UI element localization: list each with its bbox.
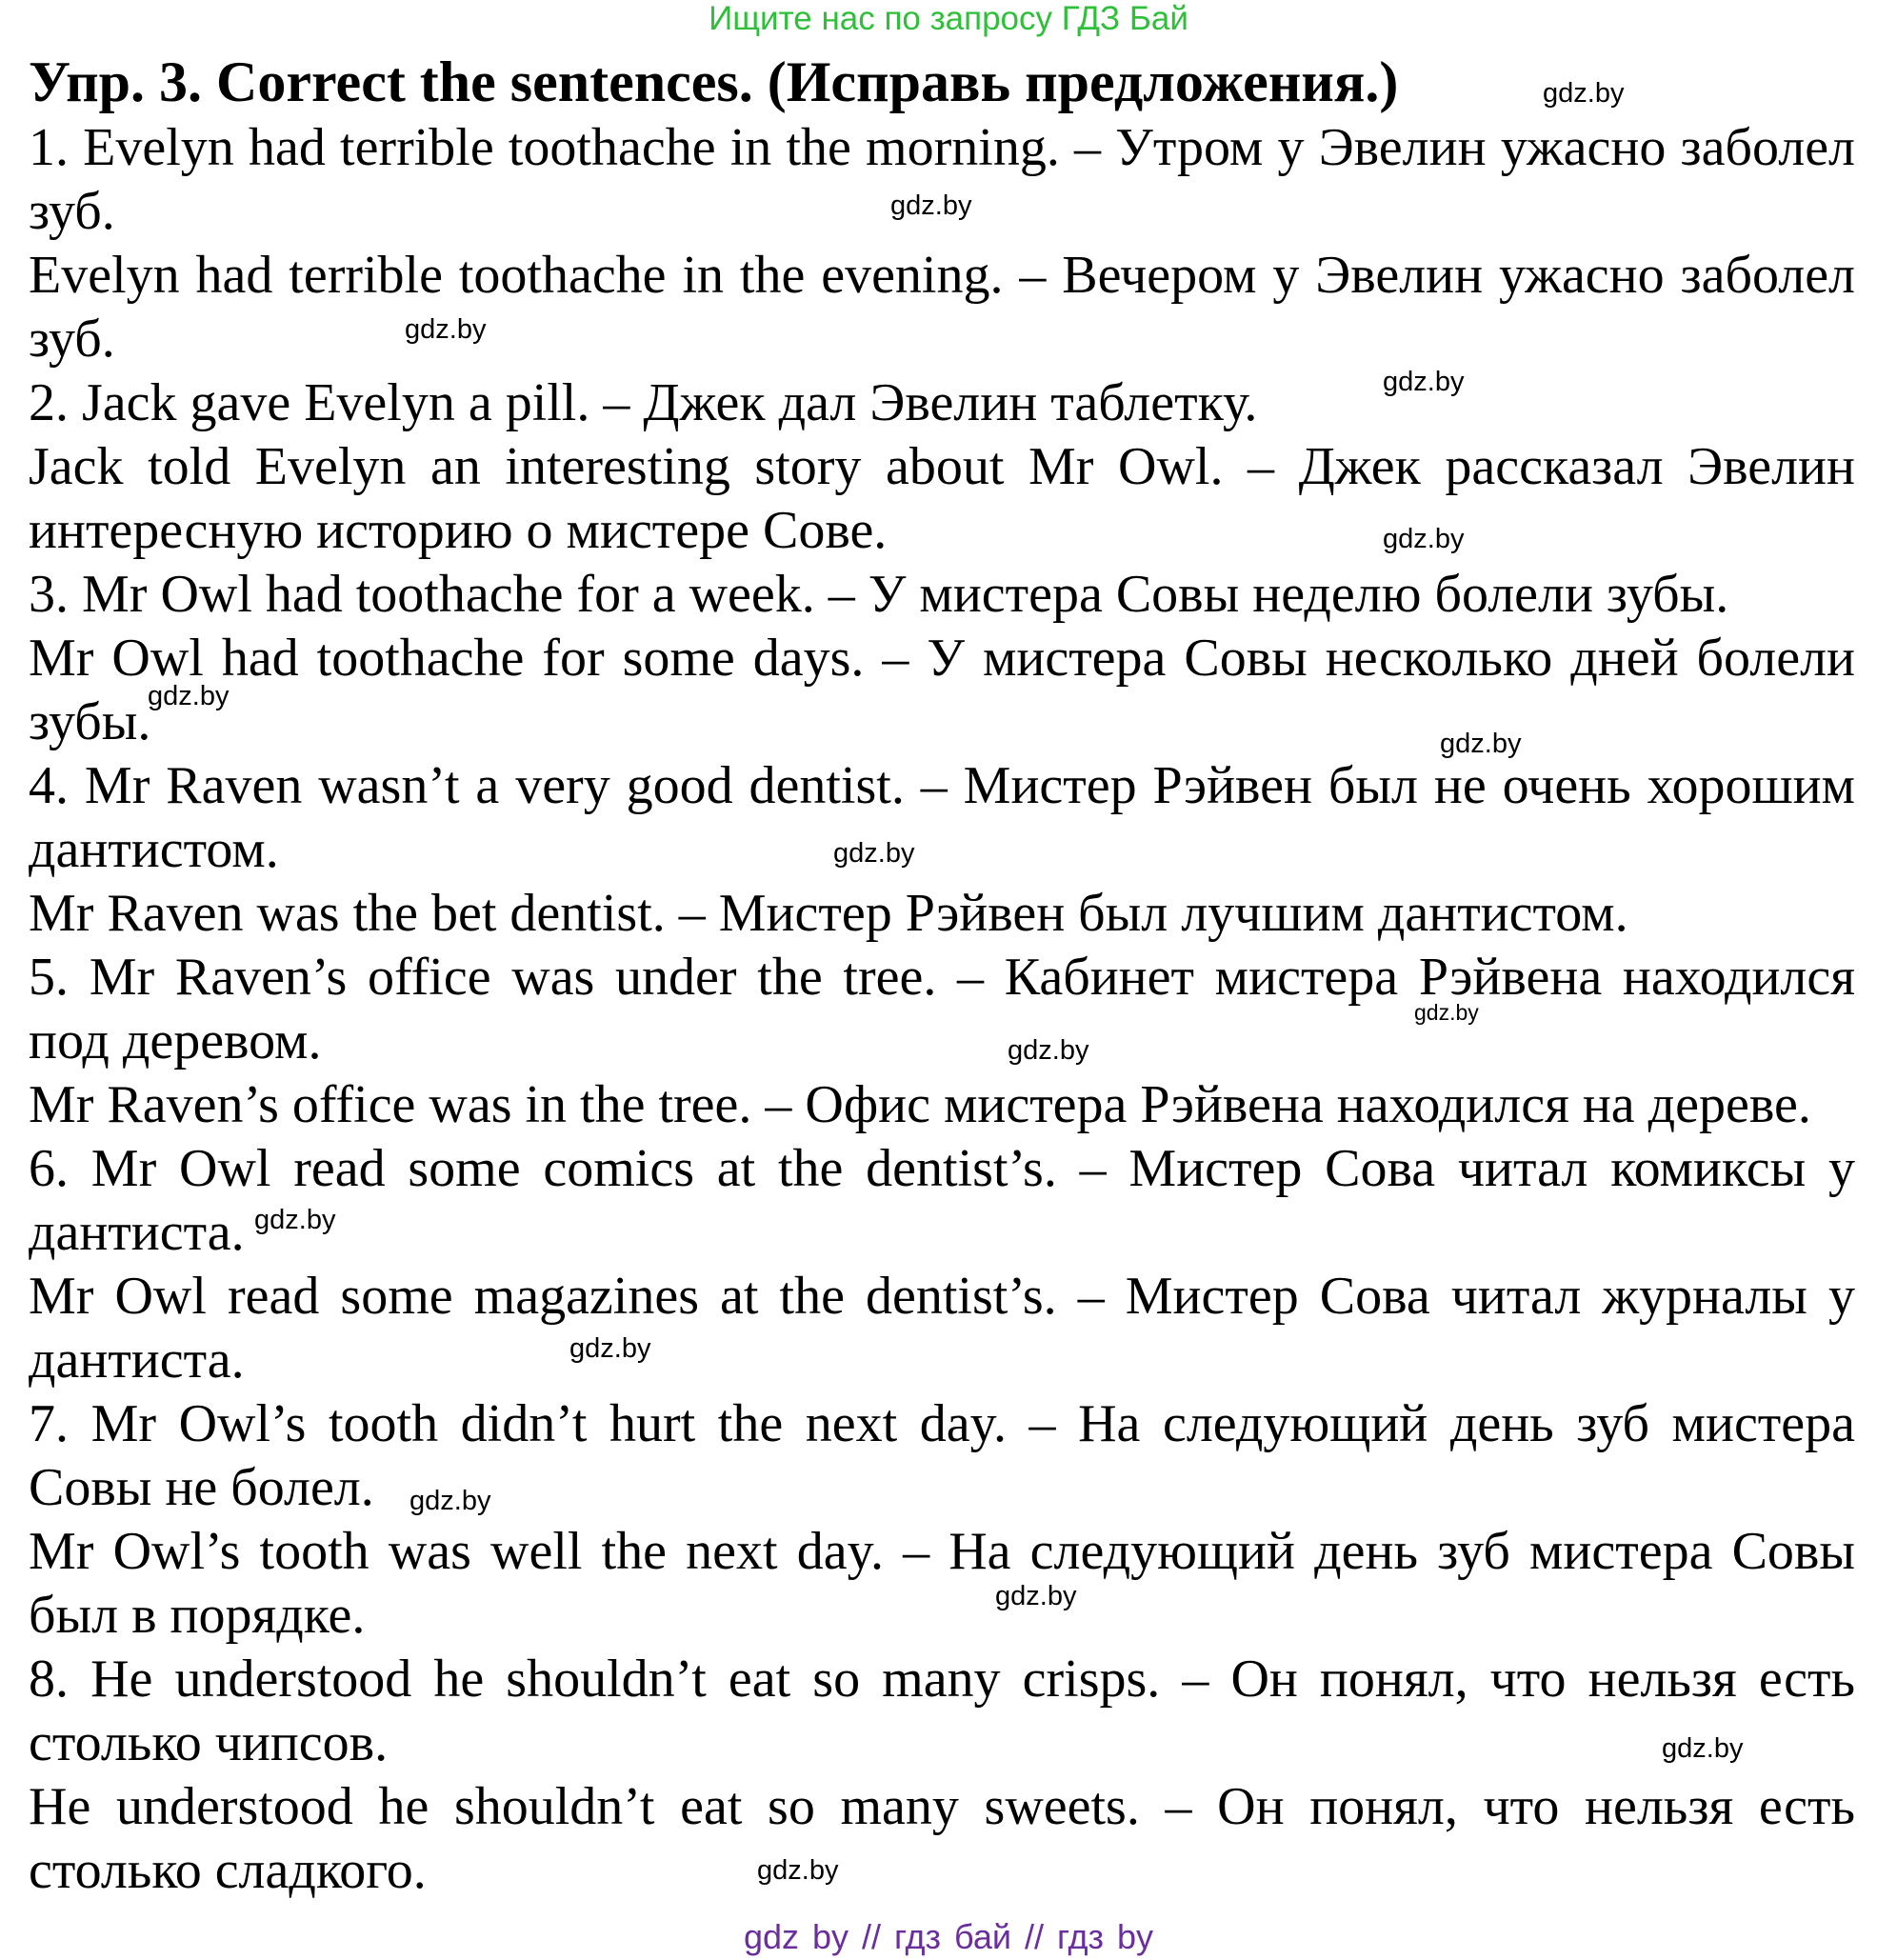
paragraph-14: Mr Owl’s tooth was well the next day. – На следующий день зуб мистера Совы был в порядке. — [29, 1522, 1855, 1645]
watermark: gdz.by — [890, 190, 972, 221]
watermark: gdz.by — [757, 1855, 839, 1886]
exercise-title: Упр. 3. Correct the sentences. (Исправь предложения.) — [29, 50, 1399, 113]
watermark: gdz.by — [1383, 524, 1465, 554]
top-banner: Ищите нас по запросу ГДЗ Бай — [709, 0, 1188, 37]
paragraph-1: 1. Evelyn had terrible toothache in the morning. – Утром у Эвелин ужасно заболел зуб. — [29, 118, 1855, 241]
watermark: gdz.by — [1662, 1733, 1744, 1764]
watermark: gdz.by — [1543, 78, 1625, 109]
watermark: gdz.by — [148, 681, 230, 711]
paragraph-13: 7. Mr Owl’s tooth didn’t hurt the next day. – На следующий день зуб мистера Совы не болел. — [29, 1394, 1855, 1517]
paragraph-6: Mr Owl had toothache for some days. – У мистера Совы несколько дней болели зубы. — [29, 629, 1855, 751]
paragraph-11: 6. Mr Owl read some comics at the dentist’s. – Мистер Сова читал комиксы у дантиста. — [29, 1139, 1855, 1262]
watermark: gdz.by — [1440, 729, 1522, 759]
paragraph-7: 4. Mr Raven wasn’t a very good dentist. – Мистер Рэйвен был не очень хорошим дантистом. — [29, 756, 1855, 879]
watermark: gdz.by — [409, 1486, 491, 1516]
paragraph-9: 5. Mr Raven’s office was under the tree. – Кабинет мистера Рэйвена находился под деревом. — [29, 948, 1855, 1070]
watermark: gdz.by — [254, 1205, 336, 1235]
paragraph-2: Evelyn had terrible toothache in the evening. – Вечером у Эвелин ужасно заболел зуб. — [29, 246, 1855, 369]
watermark: gdz.by — [1414, 1000, 1479, 1025]
watermark: gdz.by — [833, 838, 915, 869]
paragraph-8: Mr Raven was the bet dentist. – Мистер Рэйвен был лучшим дантистом. — [29, 884, 1628, 943]
paragraph-15: 8. He understood he shouldn’t eat so many crisps. – Он понял, что нельзя есть столько чипсов. — [29, 1650, 1855, 1772]
paragraph-4: Jack told Evelyn an interesting story about Mr Owl. – Джек рассказал Эвелин интересную историю о мистере Сове. — [29, 437, 1855, 560]
watermark: gdz.by — [569, 1333, 651, 1364]
document-body — [29, 48, 1855, 1903]
paragraph-12: Mr Owl read some magazines at the dentist’s. – Мистер Сова читал журналы у дантиста. — [29, 1267, 1855, 1390]
footer-links: gdz by // гдз бай // гдз by — [743, 1917, 1154, 1956]
watermark: gdz.by — [1383, 367, 1465, 397]
watermark: gdz.by — [405, 314, 487, 345]
watermark: gdz.by — [995, 1581, 1077, 1611]
watermark: gdz.by — [1008, 1035, 1089, 1066]
paragraph-3: 2. Jack gave Evelyn a pill. – Джек дал Эвелин таблетку. — [29, 373, 1258, 432]
paragraph-16: He understood he shouldn’t eat so many sweets. – Он понял, что нельзя есть столько сладкого. — [29, 1777, 1855, 1900]
paragraph-5: 3. Mr Owl had toothache for a week. – У мистера Совы неделю болели зубы. — [29, 565, 1729, 624]
paragraph-10: Mr Raven’s office was in the tree. – Офис мистера Рэйвена находился на дереве. — [29, 1075, 1811, 1134]
